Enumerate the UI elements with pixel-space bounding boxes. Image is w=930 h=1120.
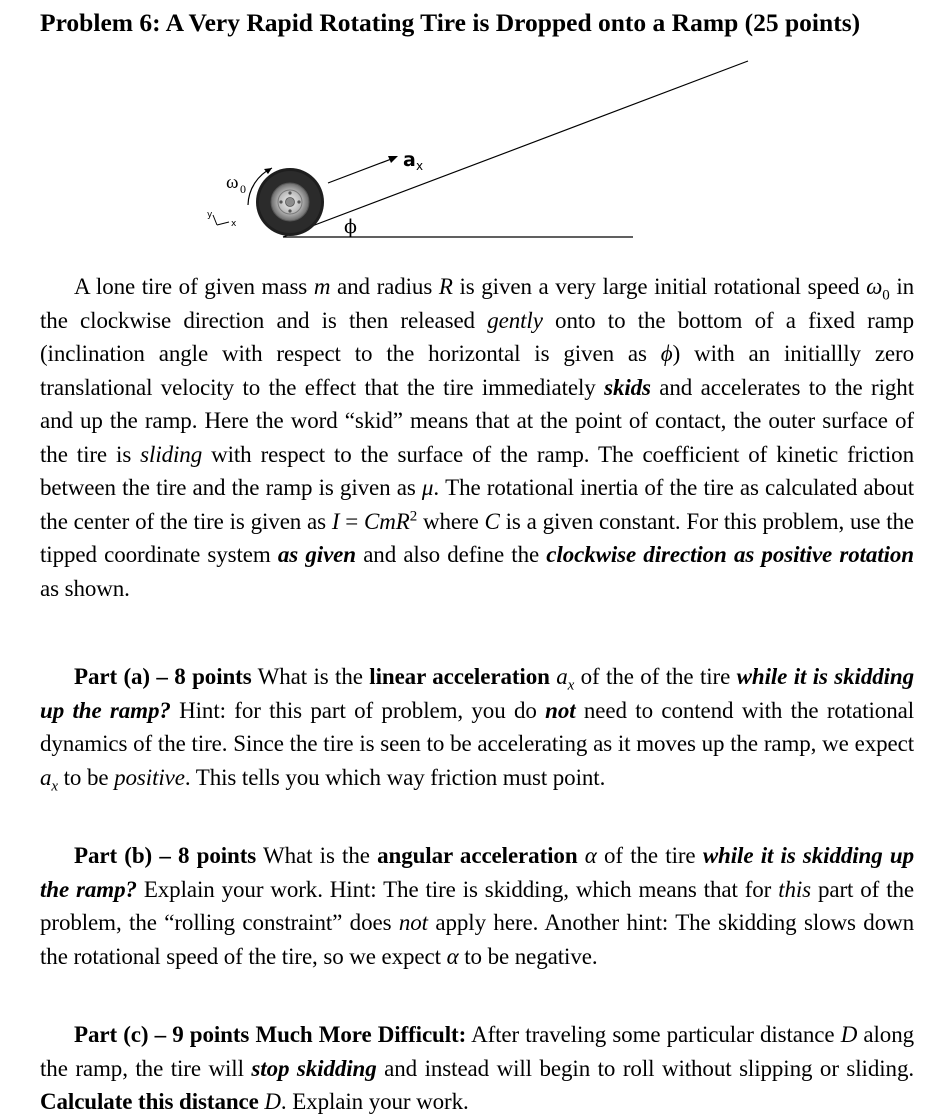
- ramp-figure: [0, 40, 930, 270]
- omega-label: ω: [226, 172, 239, 193]
- ax-subscript: x: [416, 159, 424, 173]
- ax-label: a: [403, 149, 416, 171]
- rotation-arrowhead-icon: [264, 168, 272, 174]
- tire-icon: [256, 168, 324, 236]
- axis-x-label: x: [231, 219, 237, 229]
- phi-label: ϕ: [344, 216, 357, 238]
- part-b-paragraph: Part (b) – 8 points What is the angular acceleration α of the tire while it is skidding up the ramp? Explain your work. Hint: The tire is skidding, which means that for this part of the problem, the “rolling constraint” does not apply here. Another hint: The skidding slows down the rotational speed of the tire, so we expect α to be negative.: [40, 843, 915, 969]
- acceleration-arrow-icon: [328, 158, 394, 183]
- tipped-axes-icon: [213, 215, 229, 225]
- axis-y-label: y: [207, 210, 213, 220]
- problem-title: Problem 6: A Very Rapid Rotating Tire is Dropped onto a Ramp (25 points): [40, 8, 861, 37]
- part-a-paragraph: Part (a) – 8 points What is the linear acceleration $a_x$ of the of the tire while it is skidding up the ramp? Hint: for this part of problem, you do not need to contend with the rotational dynamics of the tire. Since the tire is seen to be accelerating as it moves up the ramp, we expect $a_x$ to be positive. This tells you which way friction must point.: [40, 664, 915, 795]
- part-c-paragraph: Part (c) – 9 points Much More Difficult: After traveling some particular distance D along the ramp, the tire will stop skidding and instead will begin to roll without slipping or sliding. Calculate this distance D. Explain your work.: [40, 1022, 915, 1114]
- ramp-incline-line: [283, 61, 748, 237]
- omega-subscript: 0: [240, 182, 246, 196]
- intro-paragraph: A lone tire of given mass m and radius R is given a very large initial rotational speed $\omega_0$ in the clockwise direction and is then released gently onto to the bottom of a fixed ramp (inclination angle with respect to the horizontal is given as ϕ) with an initiallly zero translational velocity to the effect that the tire immediately skids and accelerates to the right and up the ramp. Here the word “skid” means that at the point of contact, the outer surface of the tire is sliding with respect to the surface of the ramp. The coefficient of kinetic friction between the tire and the ramp is given as μ. The rotational inertia of the tire as calculated about the center of the tire is given as I = CmR$^2$ where C is a given constant. For this problem, use the tipped coordinate system as given and also define the clockwise direction as positive rotation as shown.: [40, 274, 915, 601]
- acceleration-arrowhead-icon: [388, 156, 398, 163]
